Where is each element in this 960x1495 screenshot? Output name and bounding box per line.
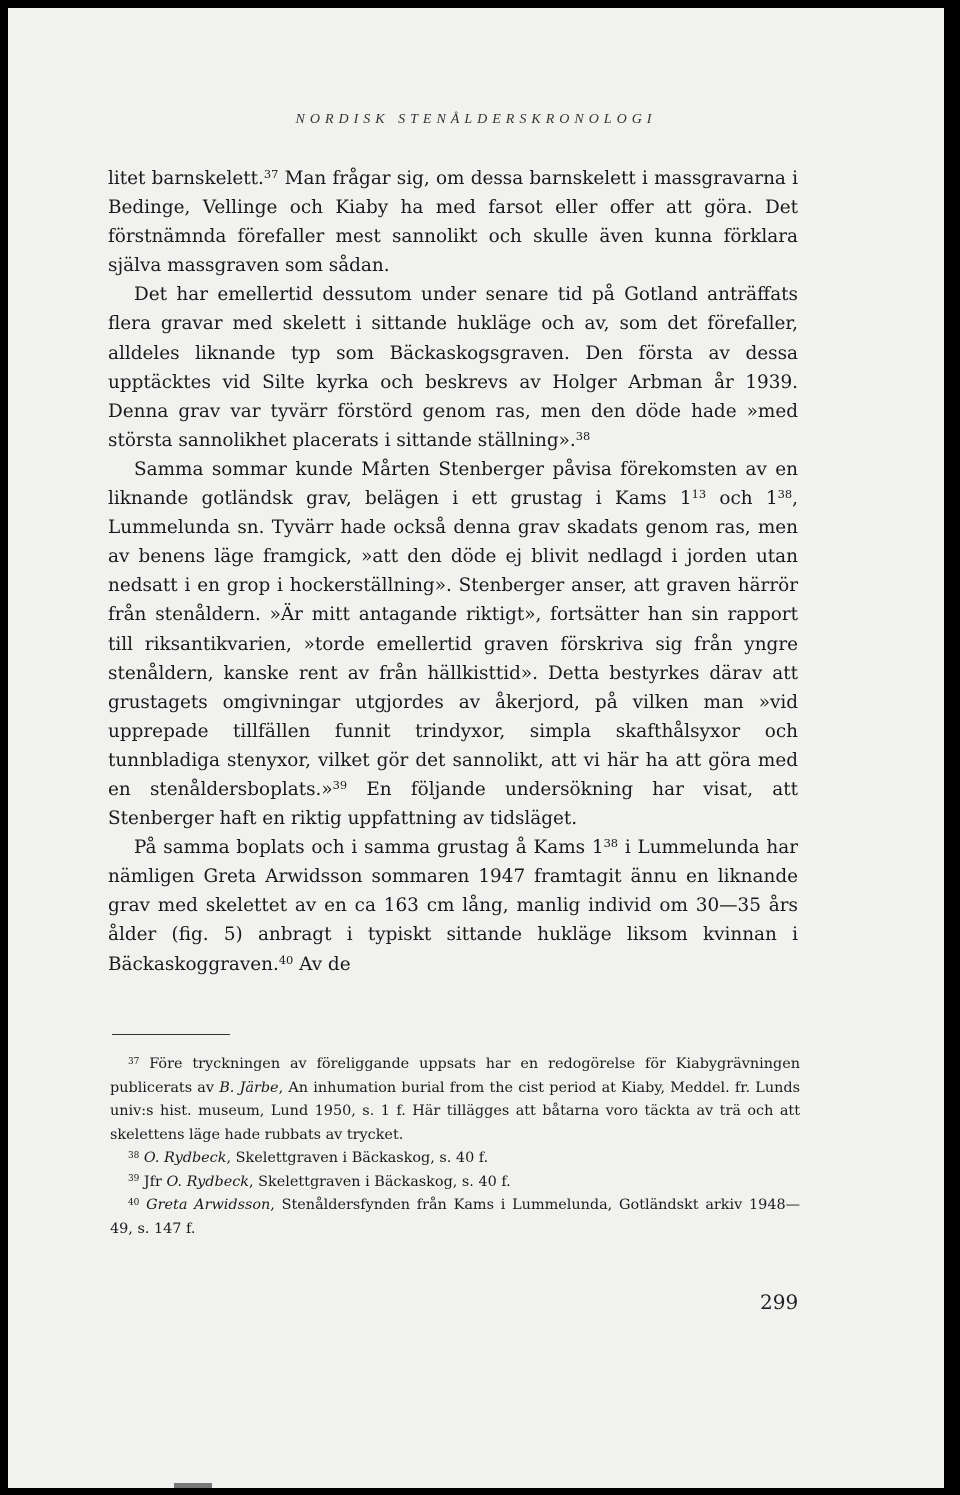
text-run: , An inhumation burial from the cist period at Kiaby, Meddel. fr. Lunds univ:s hist. museum, Lund 1950, s. 1 f. Här tillägges att båtarna voro täckta av trä och att skelettens läge hade rubbats av trycket. <box>110 1079 800 1143</box>
text-run: Samma sommar kunde Mårten Stenberger påvisa förekomsten av en liknande gotländsk grav, belägen i ett grustag i Kams 1 <box>108 458 798 510</box>
running-head: NORDISK STENÅLDERSKRONOLOGI <box>295 112 657 127</box>
author-name: Greta Arwidsson <box>146 1197 271 1213</box>
text-run: och 1 <box>706 488 778 510</box>
footnote-ref-40: 40 <box>278 952 294 967</box>
text-run: litet barnskelett. <box>108 168 264 189</box>
footnote-number: 40 <box>128 1197 140 1208</box>
author-name: B. Järbe <box>219 1079 279 1096</box>
footnotes <box>110 1053 800 1241</box>
paragraph-1 <box>108 164 798 280</box>
footnote-number: 37 <box>128 1056 140 1067</box>
footnote-39 <box>110 1171 800 1195</box>
paragraph-4 <box>108 833 798 978</box>
text-run: , Skelettgraven i Bäckaskog, s. 40 f. <box>226 1150 489 1166</box>
scan-mark <box>174 1483 212 1488</box>
footnote-separator <box>112 1034 230 1035</box>
footnote-40 <box>110 1194 800 1241</box>
footnote-38 <box>110 1147 800 1171</box>
footnote-ref-38: 38 <box>575 429 591 444</box>
body-text <box>108 164 798 979</box>
superscript: 38 <box>603 836 619 851</box>
author-name: O. Rydbeck <box>143 1150 227 1166</box>
footnote-ref-39: 39 <box>332 778 348 793</box>
text-run: , Skelettgraven i Bäckaskog, s. 40 f. <box>249 1173 511 1190</box>
text-run: På samma boplats och i samma grustag å Kams 1 <box>134 837 604 859</box>
author-name: O. Rydbeck <box>166 1173 250 1190</box>
footnote-ref-37: 37 <box>263 167 279 182</box>
book-page <box>8 8 944 1488</box>
text-run: , Lummelunda sn. Tyvärr hade också denna grav skadats genom ras, men av benens läge framgick, »att den döde ej blivit nedlagd i jorden utan nedsatt i en grop i hockerställning». Stenberger anser, att graven härrör från stenåldern. »Är mitt antagande riktigt», fortsätter han sin rapport till riksantikvarien, »torde emellertid graven förskriva sig från yngre stenåldern, kanske rent av från hällkisttid». Detta bestyrkes därav att grustagets omgivningar utgjordes av åkerjord, på vilken man »vid upprepade tillfällen funnit trindyxor, simpla skafthålsyxor och tunnbladiga stenyxor, vilket gör det sannolikt, att vi här ha att göra med en stenåldersboplats.» <box>108 488 798 800</box>
paragraph-3 <box>108 455 798 833</box>
text-run: Av de <box>293 953 351 975</box>
text-run: Man frågar sig, om dessa barnskelett i massgravarna i Bedinge, Vellinge och Kiaby ha med farsot eller offer att göra. Det förstnämnda förefaller mest sannolikt och skulle även kunna förklara själva massgraven som sådan. <box>108 168 798 277</box>
footnote-37 <box>110 1053 800 1147</box>
text-run: Jfr <box>139 1173 167 1190</box>
text-run: i Lummelunda har nämligen Greta Arwidsson sommaren 1947 framtagit ännu en liknande grav med skelettet av en ca 163 cm lång, manlig individ om 30—35 års ålder (fig. 5) anbragt i typiskt sittande hukläge liksom kvinnan i Bäckaskoggraven. <box>108 837 798 975</box>
footnote-number: 39 <box>128 1174 140 1185</box>
text-run: En följande undersökning har visat, att Stenberger haft en riktig uppfattning av tidsläget. <box>108 778 798 830</box>
text-run: , Stenåldersfynden från Kams i Lummelunda, Gotländskt arkiv 1948—49, s. 147 f. <box>110 1197 801 1237</box>
superscript: 38 <box>777 487 793 502</box>
page-number: 299 <box>760 1290 799 1314</box>
footnote-number: 38 <box>128 1150 140 1161</box>
superscript: 13 <box>691 487 707 502</box>
paragraph-2 <box>108 280 798 455</box>
text-run: Före tryckningen av föreliggande uppsats har en redogörelse för Kiabygrävningen publicerats av <box>110 1056 800 1096</box>
text-run: Det har emellertid dessutom under senare tid på Gotland anträffats flera gravar med skelett i sittande hukläge och av, som det förefaller, alldeles liknande typ som Bäckaskogsgraven. Den första av dessa upptäcktes vid Silte kyrka och beskrevs av Holger Arbman år 1939. Denna grav var tyvärr förstörd genom ras, men den döde hade »med största sannolikhet placerats i sittande ställning». <box>108 284 798 451</box>
